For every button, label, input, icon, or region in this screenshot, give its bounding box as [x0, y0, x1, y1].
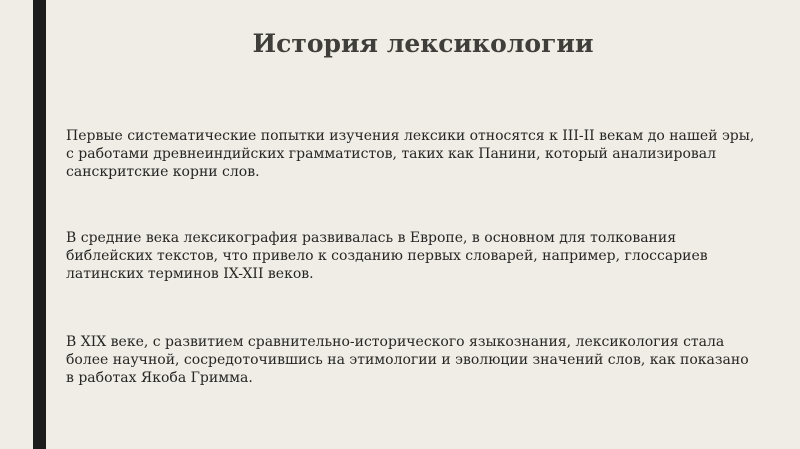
paragraph-3: В XIX веке, с развитием сравнительно-исторического языкознания, лексикология стала более научной, сосредоточившись на этимологии и эволюции значений слов, как показано в работах Якоба Гримма. — [66, 334, 749, 386]
paragraph-1: Первые систематические попытки изучения лексики относятся к III-II векам до нашей эры, с работами древнеиндийских грамматистов, таких как Панини, который анализировал санскритские корни слов. — [66, 128, 755, 180]
paragraph-2: В средние века лексикография развивалась в Европе, в основном для толкования библейских текстов, что привело к созданию первых словарей, например, глоссариев латинских терминов IX-XII веков. — [66, 230, 708, 282]
slide-title: История лексикологии — [252, 29, 594, 58]
accent-bar — [33, 0, 46, 449]
